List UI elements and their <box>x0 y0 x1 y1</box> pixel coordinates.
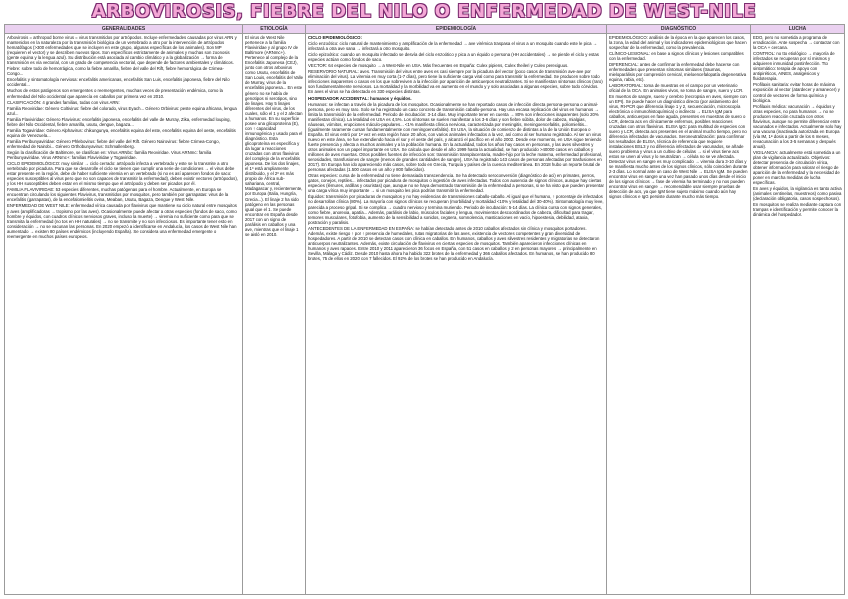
lucha-cell <box>751 34 845 595</box>
col-epidemiologia-header: EPIDEMIOLOGÍA <box>306 25 607 34</box>
paragraph: Encefalitis y sintomatología nerviosa: encefalitis americanas, encefalitis San Luis, encefalitis japonesa, fiebre del Nilo occidental... <box>7 77 230 88</box>
paragraph: LABORATORIAL: toma de muestras en el campo por un veterinario oficial de la OCA. En animales vivos, se toma de sangre, suero y LCR. En muertos de sangre, suero y cerebro (necropsia en aves, siempre con un EPI). Se puede hacer un diagnóstico directo (por aislamiento del virus, Rt-PCR que diferencia linaje 1 y 2, secuenciación, microscopía electrónica o inmunohistoquímica) o indirecto → ELISA IgM para caballos, anticuerpos en fase aguda, presentes en muestras de suero o LCR, detecta acs en clínicamente enfermos, posibles reacciones cruzadas con otros flavivirus. ELISA IgG: para multitud de especies con suero y LCR, detecta acs presentes en el animal mucho tiempo, pero no diferencia infectados de vacunados. Seroneutralización: para confirmar los resultados de ELISA, técnica de referencia que requiere instalaciones BSL3 y no diferencia infectados de vacunados, se añade suero problema y virus a un cultivo de células → si el virus tiene acs estos se unen al virus y lo neutralizan → célula no se ve afectada. Detectar virus en sangre es muy complicado → viremia dura 3-10 días y se manifiesta mucho antes de los signos clínicos, sólo coinciden durante 2-3 días. Lo normal ante un caso de West Nile → ELISA IgM. Se pueden encontrar virus en sangre una vez han pasado unos días desde el inicio de los signos clínicos → fase de viremia ha terminado y no nos pueden encontrar virus en sangre → recomendable usar siempre pruebas de detección de acs, ya que IgM tiene sujeto máximo cuando aún hay signos clínicos e IgG persiste durante mucho más tiempo. <box>609 83 748 200</box>
paragraph: Équidos: transmisión por picaduras de mosquitos y no hay evidencias de transmisiones caballo-caballo. Al igual que el humano, ↑ porcentaje de infectados no desarrollan clínica (80%). La mayoría con signos clínicos se recuperan (morbilidad y mortalidad <10% y letalidad del 30-40%). Sintomatología muy leve, parecida a proceso gripal. Si se complica → cuadro nervioso y termina muriendo. Periodo de incubación: 5-14 días. La clínica cursa con signos generales, como fiebre, anorexia, apatía... Además, parálisis de labio, músculos faciales y lengua, movimientos descoordinados de cabeza, dificultad para tragar, temores musculares, fotofobia, aumento de la sensibilidad a sonidos, cegüera, somnolencia, masticaciones en vacío, hipoestesia, debilidad, ataxia, postración y paralisis. <box>308 194 604 225</box>
paragraph: CLÍNICO-LESIONAL: en base a signos clínicos y lesiones compatibles con la enfermedad. <box>609 51 744 62</box>
col-diagnostico-header: DIAGNÓSTICO <box>607 25 751 34</box>
paragraph: El virus de West Nile pertenece a la familia Flaviviridae y al grupo IV de Baltimore (ARNmc+). Pertenece al complejo de la Encefalitis Japonesa (CEJ), junto con otros arbovirus como Usutu, encefalitis de San Louis, encefalitis del Valle de Murray, virus de la encefalitis japonesa... En este género no se había de genotipos ni serotipos, sino de linajes. Hay 5 linajes diferentes del virus, de los cuales, sólo el 1 y el 2 afectan a humanos. En su superficie posee una glicoproteína (E), con ↑ capacidad inmunogénica y usado para el diagnóstico. Esta glicoproteína es específica y da lugar a reacciones cruzadas con otros flavivirus del complejo de la encefalitis japonesa. De los dos linajes, el 1º está ampliamente distribuido, y el 2º es más propio de África sub-sahariana, central, Madagascar y, recientemente, por Europa (Italia, Hungría, Grecia...). El linaje 2 ha sido patógeno en las personas igual que el 1. Se puede encontrar en España desde 2017 con un signo de parálisis en caballos y una ave, mientras que el linaje 1 se aisló en 2010. <box>245 35 303 237</box>
paragraph: FAMILIA FLAVIVIRIDAE: 53 especies diferentes, muchas patógenas para el hombre. Actualmente, en Europa se encuentran circulando los siguientes Flavivirus, transmitidos por mosquitos, pero también por garrapatas: virus de la encefalitis (garrapatas), de la encefalomielitis ovina, Meaban, Usutu, Bagaza, Dengue y West Nile. <box>7 187 229 203</box>
paragraph: Profilaxis médica: vacunación → équidos y otras especies, no para humanos → no se producen reacción cruzada con otros flavivirus, aunque no permite diferenciar entre vacunados e infectados. Actualmente solo hay una vacuna (inactivada autorizada en Europa (vía IM, 1ª dosis a partir de los 6 meses, revacunación a los 3-5 semanas y después anual). <box>753 103 842 149</box>
col-lucha-header: LUCHA <box>751 25 845 34</box>
header-row <box>5 25 845 34</box>
paragraph: Arbovirosis = arthropod borne virus = virus transmitidos por artrópodos. Incluye enfermedades causadas por virus ARN y mantenidos en la naturaleza por la transmisión biológica de un vertebrado a otro por la intervención de artrópodos hematófagos (>300 enfermedades que se incluyen en este grupo, algunas específicas de los animales). Son MP (requieren el vector) y se describen nuevos tipos. Son específicos estrictamente de animales y muchas son zoonosis (gente equina y la lengua azul). Su distribución está asociada al cambio climático y a la globalización → forma de transmisión es vía vectorial, con un grado de competencia vectorial, que depende de factores ambientales y climáticos. <box>7 35 237 66</box>
epidemiologia-cell <box>306 34 607 595</box>
paragraph: CLASIFICACIÓN: 4 grandes familias, todas con virus ARN: <box>7 99 120 105</box>
paragraph: EDO, pero no sometida a programa de erradicación. Ante sospecha → contactar con la OCA + cercana. <box>753 35 840 51</box>
page-title: ARBOVIROSIS, FIEBRE DEL NILO O ENFERMEDAD DE WEST-NILE <box>91 0 757 22</box>
summary-table <box>4 24 845 595</box>
paragraph: Muchos de estos patógenos son emergentes o reemergentes, muchas veces de presentación endémica, como la enfermedad del Nilo occidental que aparecía en caballos por primera vez en 2010. <box>7 88 223 99</box>
paragraph: Según la clasificación de Baltimore, se clasifican en: Virus ARNbc: familia Reoviridae. Virus ARNmc: familia Peribunyaviridae. Virus ARNmc+: familias Flaviviridae y Togaviridae. <box>7 149 212 161</box>
paragraph: CICLO EPIDEMIOLÓGICO: muy similar → ciclo cerrado: artrópodo infecta a vertebrado y este se lo transmite a otro vertebrado por picadura. Para que se desarrolle el ciclo se tienen que cumplir una serie de condiciones → el virus debe estar presente en la región, debe de haber suficiente viremia en un vertebrado (si no es así aparecen fondos de saco: especies susceptibles al virus pero que no son capaces de transmitir la enfermedad), deben existir vectores (artrópodos), y los HH susceptibles deben estar en el mismo tiempo que el artrópodo y deben ser picados por él. <box>7 161 238 187</box>
paragraph: DIFERENCIAL: antes de confirmar la enfermedad debe hacerse con enfermedades que presentan síntomas similares (traumas, mieloparálisis por compresión cervical, mieloencefalopatía degenerativa equina, rabia, etc). <box>609 62 747 83</box>
paragraph: Familia Reoviridae: Género Coltivirus: fiebre del colorado, virus Eyach... Género Orbivirus: peste equina africana, lengua azul... <box>7 105 237 116</box>
paragraph: Humanos: se infectan a través de la picadura de los mosquitos. Ocasionalmente se han reportado casos de infección directa persona-persona o animal-persona, pero es muy raro. Solo se ha registrado un caso concreto de transmisión caballo-persona. Hay una escasa replicación del virus en humanos → limita la transmisión de la enfermedad. Periodo de incubación: 3-14 días. Muy importante tener en cuenta → 80% son infecciones inaparentes (solo 20% manifiestan clínica). La letalidad en USA es 4,5%. Los síntomas se suelen manifestar a los 3-6 días y son fiebre súbita, dolor de cabeza, mialgias, náuseas, vómitos, erupciones máculo-papulares... <1% manifiesta clínica nerviosa, caracterizada por meningitis, meningoencefalitis, poliomielitis... (igualmente raramente cursan fundamentalmente con meningoencefalitis). En USA, la situación de comienzo de distintas a la de la Unión Europea o España. El virus entró por 1ª vez en esta región hace 20 años, con varios animales infectados a la vez, así como al ser humano registrado. Al ser un virus nuevo en este área, se fue extendiendo hacia el sur y el oeste del país, y alcanzó el pacífico en el año 2002. Desde ese momento, en USA sigue teniendo fuerte presencia y afecta a muchos animales y a la población humana. En la actualidad, todos los años hay casos en personas, y las aves silvestres y otros animales son un papel importante en USA. Se calcula que desde el año 1999 hasta la actualidad, se han producido >40000 casos en caballos y millones de aves muertas. Otros posibles fuentes de infección son: transmisión transplacentaria, madre-hijo por la leche materna, enfermedad profesional, serosidades, transfusiones de sangre (menos de grandes cantidades de sangre), USA ha registrado 143 casos de personas afectadas por trasfusiones en 2017). En Europa han ido apareciendo más casos, sobre todo en Grecia, Turquía y países de la cuenca mediterránea. En 2018 hubo un reporte brutal de personas afectadas (1.500 casos en un año y 800 fallecidos). <box>308 101 603 173</box>
diagnostico-cell <box>607 34 751 595</box>
paragraph: Otras especies: cursa de la enfermedad no tiene demasiada transcendencia. Se ha detectado seroconversión (diagnóstico de aci) en primates, perros, gatos, conejos, reptiles... infectados por picadura de mosquitos o ingestión de aves infectadas. Todos con ausencia de signos clínicos, aunque hay ciertas especies (lémures, ardillas y osuristas) que, aunque no se haya demostrado transmisión de la enfermedad a personas, si se ha visto que pueden presentar una carga vírica muy importante → si un mosquito les pica podrían transmitir la enfermedad. <box>308 173 604 194</box>
paragraph: CONTROL: no tto etiológico → mayoría de infectados se recuperan por sí mismos y adquieren inmunidad postinfección. Tto sintomático: terapia de apoyo con antipiréticos, AINES, analgésicos y fluidoterapia. <box>753 51 835 82</box>
col-generalidades-header: GENERALIDADES <box>5 25 243 34</box>
generalidades-cell <box>5 34 243 595</box>
content-row <box>5 34 845 595</box>
paragraph: Fiebre: sobre todo de hemorrágica, como la fiebre amarilla, fiebre del valle del Rift, fiebre hemorrágica de Crimea-Congo... <box>7 66 224 77</box>
paragraph: EPIDEMIOLÓGICO: análisis de la época en la que aparecen los casos, la zona, la edad del animal y los indicadores epidemiológicos que hacen sospechar de la enfermedad, como la prevalencia. <box>609 35 747 51</box>
paragraph: Ciclo enzoótico: ciclo natural de mantenimiento y amplificación de la enfermedad → ave virémica traspasa el virus a un mosquito cuando este le pica → infectará a otra ave sana → infectará a otro mosquito. <box>308 41 597 52</box>
paragraph: En aves y équidos, la vigilancia es tanto activa (animales centinelas, muestreos) como pasiva (declaración obligatoria, casos sospechosos). En mosquitos se realiza mediante captura con trampas e identificación y permite conocer la dinámica del hospedador. <box>753 186 842 217</box>
etiologia-cell <box>243 34 306 595</box>
paragraph: Familia Peribunyaviridae: Género Phlebovirus: fiebre del valle del Rift. Género Nairovirus: fiebre Crimea-Congo, enfermedad de Nairobi... Género Orthobunyavirus: Schmallenberg. <box>7 138 220 149</box>
paragraph: RESERVORIO NATURAL: aves. Transmisión del virus entre aves es casi siempre por la picadura del vector (poco casos de transmisión ave-ave por eliminación del virus). La viremia en muy corta (1-7 días), pero tiene la suficiente carga viral como para transmitir la enfermedad. Se producen sobre todo infecciones inaparentes o casos en los que sobreviven a la infección por aparición de anticuerpos neutralizantes. Si se manifiestan síntomas clínicos (raro) son fundamentalmente nerviosos. La mortalidad y la morbilidad va en aumento en el mundo y y solo asociadas a algunas especies, sobre todo córvidos. En aves el virus se ha detectado en 330 especies distintas. <box>308 69 603 95</box>
paragraph: ANTECEDENTES DE LA ENFERMEDAD EN ESPAÑA: se habían detectado antes de 2010 caballos afectados sin clínica y mosquitos portadores. Además, existe riesgo ↑ por ↑ presencia de humedales, rutas migratorias de las aves, existencia de vectores competentes y gran diversidad de hospedadores. A partir de 2010 se detectan casos con clínica en caballos. En humanos, caballos y aves silvestres residentes y migratorias se detectaron anticuerpos neutralizantes. Además, existe circulación de flavivirus en ciertas especies de mosquitos. También aparecieron infecciones clínicas en humanos y aves rapaces. Entre 2010 y 2011 aparecieron 36 focos en España, con 51 casos en caballos y 2 en personas mayores → principalmente en Sevilla, Málaga y Cádiz. Desde 2010 hasta ahora ha habido 322 brotes de la enfermedad y 366 caballos afectados. En humanos, se han producido 80 brotes, 75 de ellos en 2020 con 7 fallecidos. El 92% de los brotes se han producido en Andalucía. <box>308 225 600 261</box>
col-etiologia-header: ETIOLOGÍA <box>243 25 306 34</box>
paragraph: ENFERMEDAD DE WEST NILE: enfermedad vírica causada por flavivirus que mantiene su ciclo natural entre mosquitos y aves (amplificadoras → tropismo por las aves). Ocasionalmente puede afectar a otras especies (fondos de saco, como hombre y équidos, con cuadros clínicos nerviosos graves, incluso la muerte) → viremia no suficiente como para que se transmita la enfermedad (no tos en HH naturales) → no se transmite y no son infecciosos. Es importante tener esto en consideración → no se vacunan las personas. En 2020 empezó a identificarse en Andalucía, los casos de West Nile han aumentado → existen 80 países endémicos (incluyendo España). Se considera una enfermedad emergente o reemergente en muchos países europeos. <box>7 203 237 239</box>
paragraph: VECTOR: 64 especies de mosquito → a West-Nile en USA. Más frecuentes en España: Culex pipiens, Culex theileri y Culex perexiguus. <box>308 63 569 69</box>
paragraph: Familia Togaviridae: Género Alphavirus: chikungunya, encefalitis equina del este, encefalitis equina del oeste, encefalitis equina de Venezuela... <box>7 127 236 138</box>
paragraph: CICLO EPIDEMIOLÓGICO: <box>308 35 362 40</box>
paragraph: Familia Flaviviridae: Género Flavivirus: encefalitis japonesa, encefalitis del valle de Murray, Zika, enfermedad louping, fiebre del Nilo Occidental, fiebre amarilla, usutu, dengue, bagaza... <box>7 116 231 127</box>
paragraph: VIGILANCIA: actualmente está sometida a un plan de vigilancia actualizado. Objetivos: detectar presencia de circulación vírica, obtener información para valorar el riesgo de aparición de la enfermedad y la necesidad de poner en marcha medidas de lucha específicas. <box>753 150 841 186</box>
paragraph: Ciclo epizoótico: cuando un mosquito infectado se desvía del ciclo enzoótico y pica a un équido o persona (HH accidentales) → se pierde el ciclo y estas especies actúan como fondos de saco. <box>308 52 599 63</box>
paragraph: HOSPEDADOR ACCIDENTAL: humanos y équidos. <box>308 95 412 101</box>
paragraph: Profilaxis sanitaria: evitar horas de máxima exposición al vector (atardecer y amanecer) y control de vectores de forma química y biológica. <box>753 82 840 103</box>
